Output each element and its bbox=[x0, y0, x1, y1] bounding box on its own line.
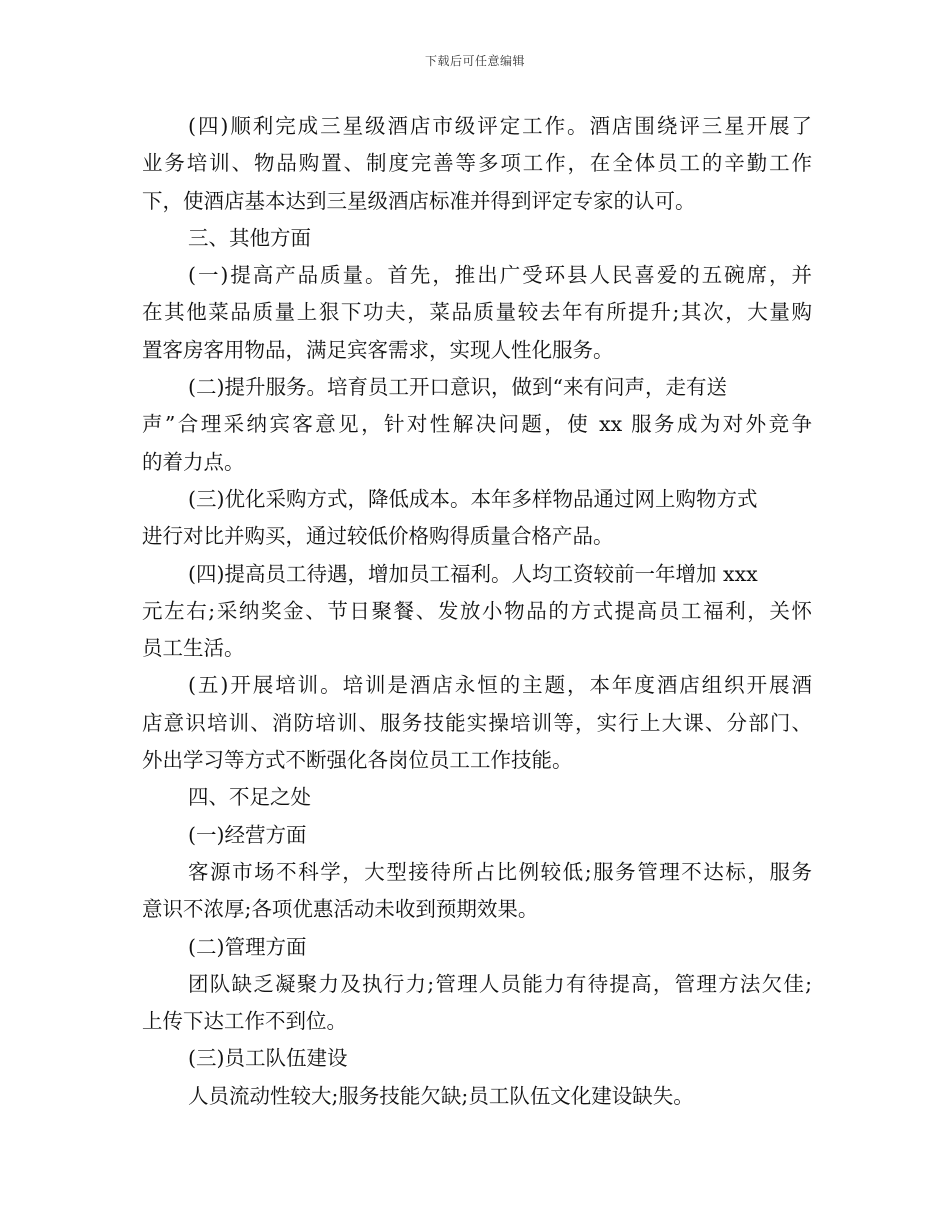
paragraph-line: 在其他菜品质量上狠下功夫，菜品质量较去年有所提升;其次，大量购 bbox=[142, 300, 812, 325]
paragraph-line: 置客房客用物品，满足宾客需求，实现人性化服务。 bbox=[142, 337, 614, 362]
paragraph-line: 员工生活。 bbox=[142, 636, 245, 661]
paragraph-line: 进行对比并购买，通过较低价格购得质量合格产品。 bbox=[142, 524, 614, 549]
paragraph-line: (四)提高员工待遇，增加员工福利。人均工资较前一年增加 xxx bbox=[188, 561, 758, 586]
paragraph-line: 业务培训、物品购置、制度完善等多项工作，在全体员工的辛勤工作 bbox=[142, 151, 812, 176]
paragraph-line: 外出学习等方式不断强化各岗位员工工作技能。 bbox=[142, 748, 573, 773]
section-heading: 三、其他方面 bbox=[188, 225, 311, 250]
section-heading: 四、不足之处 bbox=[188, 785, 311, 810]
paragraph-line: 意识不浓厚;各项优惠活动未收到预期效果。 bbox=[142, 897, 539, 922]
paragraph-line: 声”合理采纳宾客意见，针对性解决问题，使 xx 服务成为对外竞争 bbox=[142, 412, 812, 437]
paragraph-line: (一)提高产品质量。首先，推出广受环县人民喜爱的五碗席，并 bbox=[188, 263, 812, 288]
paragraph-line: (四)顺利完成三星级酒店市级评定工作。酒店围绕评三星开展了 bbox=[188, 114, 812, 138]
page-header: 下载后可任意编辑 bbox=[424, 54, 525, 68]
paragraph-line: 团队缺乏凝聚力及执行力;管理人员能力有待提高，管理方法欠佳; bbox=[188, 971, 812, 996]
paragraph-line: 人员流动性较大;服务技能欠缺;员工队伍文化建设缺失。 bbox=[188, 1083, 694, 1108]
paragraph-line: (三)优化采购方式，降低成本。本年多样物品通过网上购物方式 bbox=[188, 486, 758, 511]
paragraph-line: (五)开展培训。培训是酒店永恒的主题，本年度酒店组织开展酒 bbox=[188, 673, 812, 698]
paragraph-line: 上传下达工作不到位。 bbox=[142, 1009, 347, 1034]
subsection-heading: (二)管理方面 bbox=[188, 934, 307, 959]
paragraph-line: (二)提升服务。培育员工开口意识，做到“来有问声，走有送 bbox=[188, 375, 727, 400]
document-body bbox=[142, 108, 812, 1115]
paragraph-line: 店意识培训、消防培训、服务技能实操培训等，实行上大课、分部门、 bbox=[142, 710, 812, 735]
paragraph-line: 客源市场不科学，大型接待所占比例较低;服务管理不达标，服务 bbox=[188, 859, 812, 884]
subsection-heading: (一)经营方面 bbox=[188, 822, 307, 847]
paragraph-line: 元左右;采纳奖金、节日聚餐、发放小物品的方式提高员工福利，关怀 bbox=[142, 598, 812, 623]
subsection-heading: (三)员工队伍建设 bbox=[188, 1046, 348, 1071]
paragraph-line: 的着力点。 bbox=[142, 449, 245, 474]
paragraph-line: 下，使酒店基本达到三星级酒店标准并得到评定专家的认可。 bbox=[142, 188, 696, 213]
